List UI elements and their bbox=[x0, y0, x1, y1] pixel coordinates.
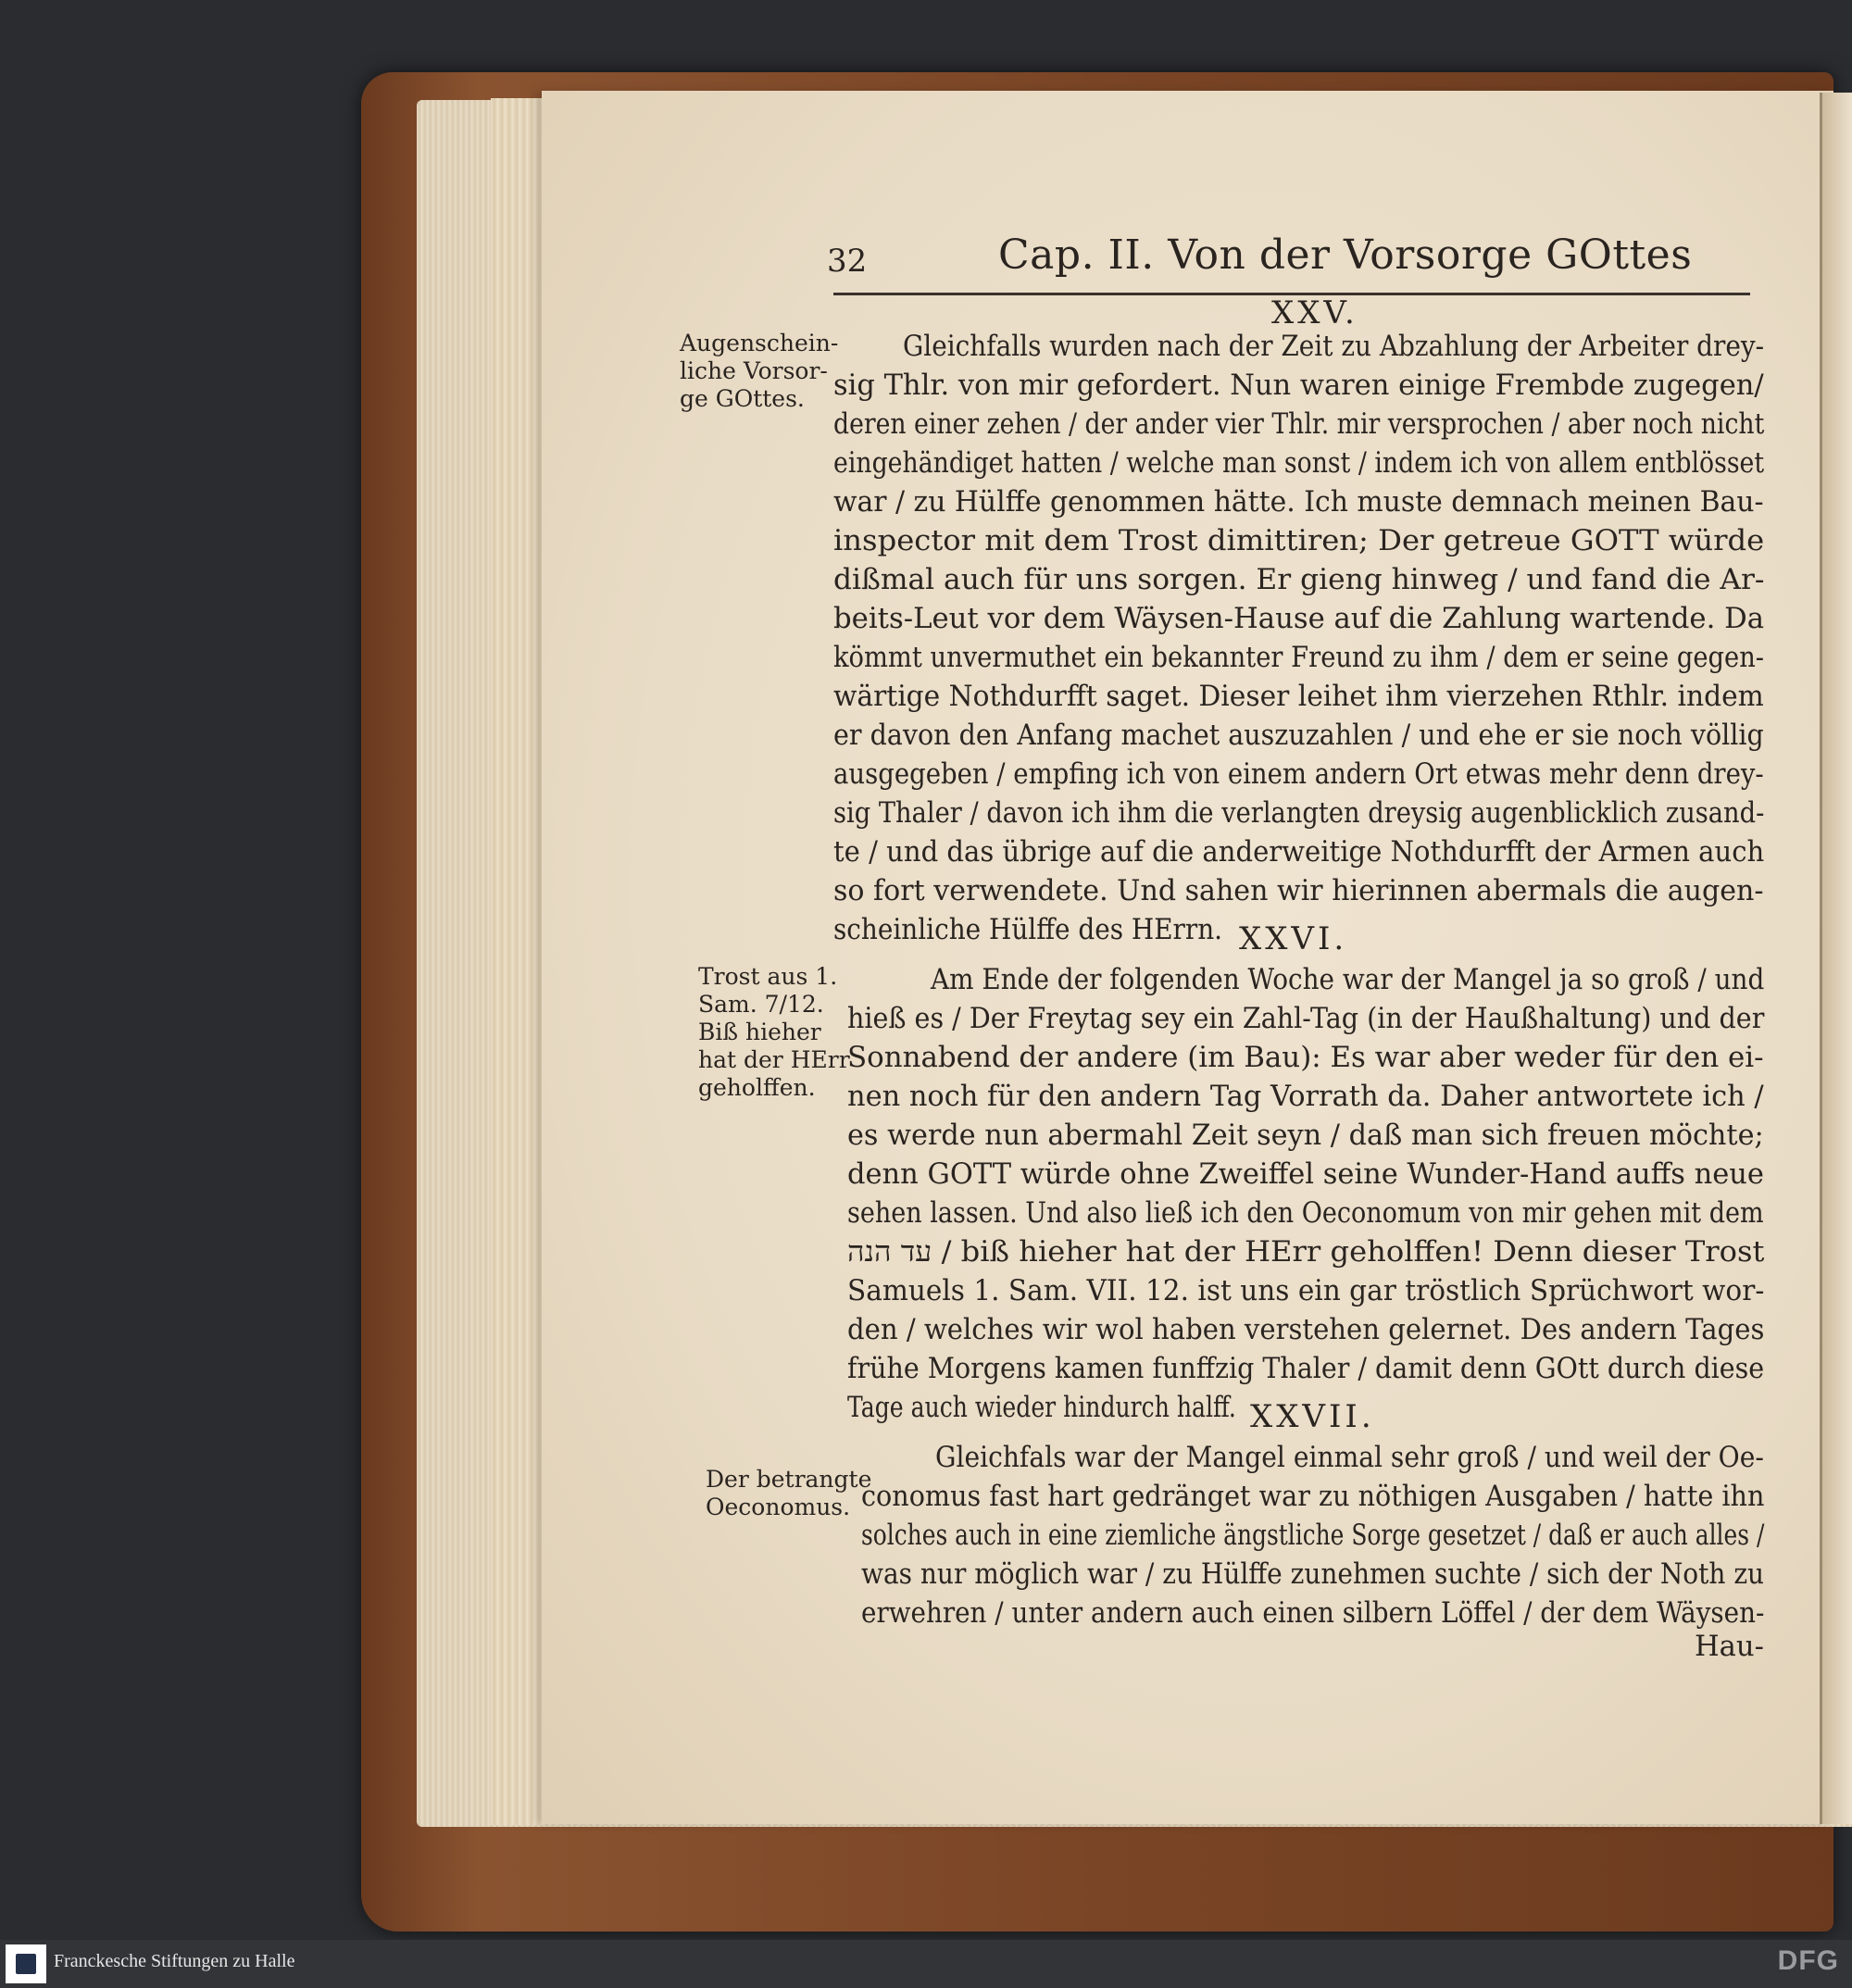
institution-name[interactable]: Franckesche Stiftungen zu Halle bbox=[54, 1951, 295, 1971]
body-line: eingehändiget hatten / welche man sonst / indem ich von allem entblösset bbox=[833, 446, 1765, 480]
body-line: kömmt unvermuthet ein bekannter Freund zu ihm / dem er seine gegen- bbox=[833, 641, 1765, 674]
section-number: XXVII. bbox=[1250, 1398, 1375, 1435]
margin-note-line: geholffen. bbox=[698, 1074, 816, 1101]
body-line: den / welches wir wol haben verstehen gelernet. Des andern Tages bbox=[847, 1313, 1765, 1346]
institution-logo-icon bbox=[16, 1954, 36, 1974]
dfg-logo[interactable]: DFG bbox=[1777, 1945, 1839, 1976]
section-number: XXV. bbox=[1271, 294, 1358, 331]
body-line: nen noch für den andern Tag Vorrath da. Daher antwortete ich / bbox=[847, 1080, 1764, 1113]
body-line: erwehren / unter andern auch einen silbern Löffel / der dem Wäysen- bbox=[861, 1596, 1765, 1630]
margin-note-line: Sam. 7/12. bbox=[698, 991, 824, 1018]
body-line: עד הנה / biß hieher hat der HErr geholffen! Denn dieser Trost bbox=[847, 1235, 1765, 1269]
body-line: was nur möglich war / zu Hülffe zunehmen suchte / sich der Noth zu bbox=[861, 1557, 1765, 1591]
margin-note-line: Biß hieher bbox=[698, 1019, 821, 1045]
body-line: Samuels 1. Sam. VII. 12. ist uns ein gar tröstlich Sprüchwort wor- bbox=[847, 1274, 1765, 1307]
margin-note-line: Oeconomus. bbox=[706, 1494, 851, 1520]
catchword: Hau- bbox=[1695, 1630, 1764, 1663]
margin-note-line: Augenschein- bbox=[680, 330, 839, 356]
body-line: Gleichfalls wurden nach der Zeit zu Abzahlung der Arbeiter drey- bbox=[903, 330, 1765, 363]
institution-logo[interactable] bbox=[6, 1944, 46, 1983]
body-line: frühe Morgens kamen funffzig Thaler / damit denn GOtt durch diese bbox=[847, 1352, 1765, 1385]
body-line: Sonnabend der andere (im Bau): Es war aber weder für den ei- bbox=[847, 1041, 1764, 1074]
margin-note bbox=[706, 1466, 871, 1521]
margin-note-line: hat der HErr bbox=[698, 1046, 850, 1073]
body-line: dißmal auch für uns sorgen. Er gieng hinweg / und fand die Ar- bbox=[833, 563, 1765, 596]
body-line: deren einer zehen / der ander vier Thlr. mir versprochen / aber noch nicht bbox=[833, 407, 1765, 441]
body-line: beits-Leut vor dem Wäysen-Hause auf die Zahlung wartende. Da bbox=[833, 602, 1764, 635]
page-number: 32 bbox=[827, 243, 868, 280]
margin-note bbox=[680, 330, 838, 413]
body-line: es werde nun abermahl Zeit seyn / daß man sich freuen möchte; bbox=[847, 1119, 1764, 1152]
body-line: er davon den Anfang machet auszuzahlen / und ehe er sie noch völlig bbox=[833, 719, 1764, 752]
body-line: so fort verwendete. Und sahen wir hierinnen abermals die augen- bbox=[833, 874, 1764, 907]
margin-note-line: Trost aus 1. bbox=[698, 963, 838, 990]
body-line: Gleichfals war der Mangel einmal sehr groß / und weil der Oe- bbox=[935, 1441, 1764, 1474]
facing-page-edge bbox=[1820, 93, 1852, 1824]
body-line: te / und das übrige auf die anderweitige Nothdurfft der Armen auch bbox=[833, 835, 1765, 869]
margin-note bbox=[698, 963, 850, 1102]
section-number: XXVI. bbox=[1239, 920, 1348, 957]
body-line: war / zu Hülffe genommen hätte. Ich muste demnach meinen Bau- bbox=[833, 485, 1764, 519]
body-line: denn GOTT würde ohne Zweiffel seine Wunder-Hand auffs neue bbox=[847, 1157, 1764, 1191]
body-line: conomus fast hart gedränget war zu nöthigen Ausgaben / hatte ihn bbox=[861, 1480, 1765, 1513]
body-line: scheinliche Hülffe des HErrn. bbox=[833, 913, 1223, 946]
running-head: Cap. II. Von der Vorsorge GOttes bbox=[998, 231, 1693, 279]
body-line: Tage auch wieder hindurch halff. bbox=[847, 1391, 1236, 1424]
body-line: solches auch in eine ziemliche ängstliche Sorge gesetzet / daß er auch alles / bbox=[861, 1519, 1765, 1552]
body-line: sehen lassen. Und also ließ ich den Oeconomum von mir gehen mit dem bbox=[847, 1196, 1764, 1230]
body-line: inspector mit dem Trost dimittiren; Der getreue GOTT würde bbox=[833, 524, 1765, 557]
margin-note-line: liche Vorsor- bbox=[680, 357, 828, 384]
margin-note-line: Der betrangte bbox=[706, 1466, 872, 1493]
body-line: ausgegeben / empfing ich von einem andern Ort etwas mehr denn drey- bbox=[833, 757, 1764, 791]
body-line: wärtige Nothdurfft saget. Dieser leihet ihm vierzehen Rthlr. indem bbox=[833, 680, 1764, 713]
margin-note-line: ge GOttes. bbox=[680, 385, 805, 412]
body-line: sig Thlr. von mir gefordert. Nun waren einige Frembde zugegen/ bbox=[833, 369, 1764, 402]
body-line: hieß es / Der Freytag sey ein Zahl-Tag (in der Haußhaltung) und der bbox=[847, 1002, 1765, 1035]
body-line: sig Thaler / davon ich ihm die verlangten dreysig augenblicklich zusand- bbox=[833, 796, 1765, 830]
body-line: Am Ende der folgenden Woche war der Mangel ja so groß / und bbox=[931, 963, 1765, 996]
